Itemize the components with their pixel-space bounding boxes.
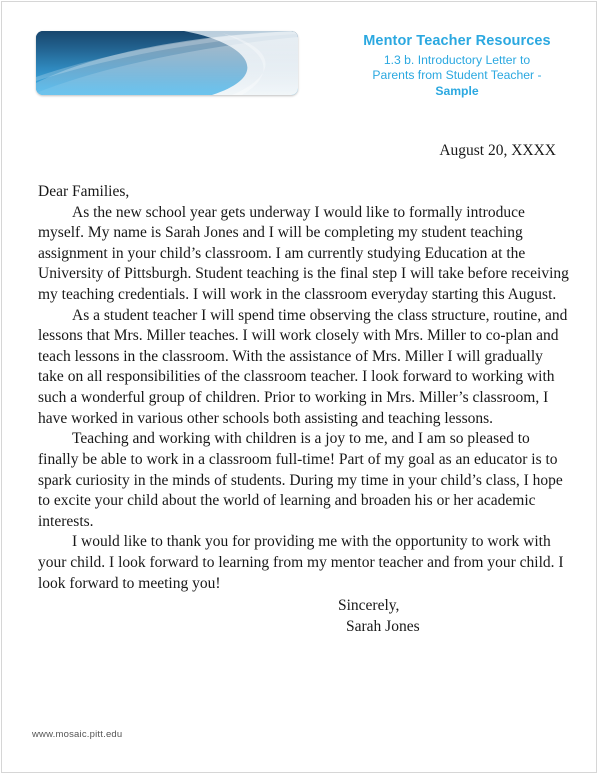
letter-date: August 20, XXXX [439,142,556,159]
header-subtitle-line-2: Parents from Student Teacher - [372,68,542,83]
letter-paragraph: As a student teacher I will spend time observing the class structure, routine, and lessons that Mrs. Miller teaches. I will work closely with Mrs. Miller to co-plan and teach lessons in the classroom. With the assistance of Mrs. Miller I will gradually take on all responsibilities of the classroom teacher. I look forward to working with such a wonderful group of children. Prior to working in Mrs. Miller’s classroom, I have worked in various other schools both assisting and teaching lessons. [38,306,568,427]
letter-closing: Sincerely, [338,597,400,615]
document-header [2,2,596,127]
header-title-block [332,32,582,99]
letter-paragraph: As the new school year gets underway I would like to formally introduce myself. My name is Sarah Jones and I will be completing my student teaching assignment in your child’s classroom. I am currently studying Education at the University of Pittsburgh. Student teaching is the final step I will take before receiving my teaching credentials. I will work in the classroom everyday starting this August. [38,203,569,304]
letter-body [38,142,570,637]
header-subtitle-line-1: 1.3 b. Introductory Letter to [383,52,531,67]
page-title: Mentor Teacher Resources [363,33,551,49]
blue-swoosh-banner-icon [36,31,298,95]
document-page [1,1,597,773]
header-subtitle-line-3: Sample [435,83,479,98]
footer-url[interactable]: www.mosaic.pitt.edu [32,729,123,740]
letter-salutation: Dear Families, [38,183,130,200]
letter-paragraph: Teaching and working with children is a joy to me, and I am so pleased to finally be able to work in a classroom full-time! Part of my goal as an educator is to spark curiosity in the minds of students. During my time in your child’s class, I hope to excite your child about the world of learning and broaden his or her academic interests. [38,430,563,530]
letter-paragraph: I would like to thank you for providing me with the opportunity to work with your child. I look forward to learning from my mentor teacher and from your child. I look forward to meeting you! [38,533,564,592]
letter-signature-name: Sarah Jones [346,617,420,635]
letter-closing-block [38,596,570,637]
